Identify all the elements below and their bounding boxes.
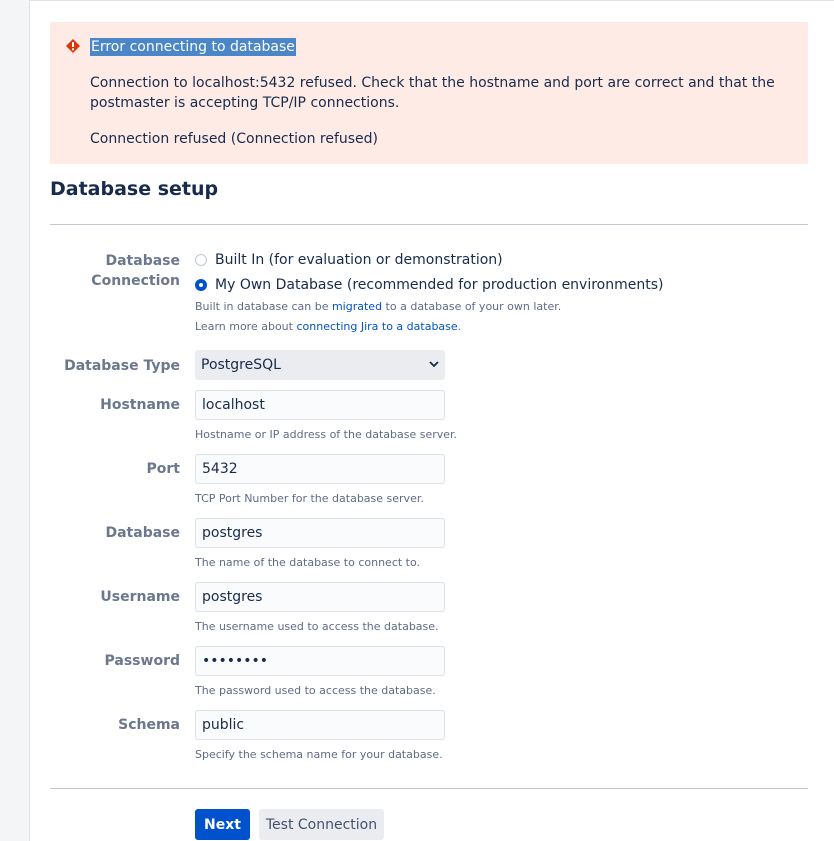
connection-label-line1: Database <box>105 253 180 269</box>
connection-help-learn <box>195 320 461 334</box>
schema-label: Schema <box>118 717 180 733</box>
schema-help: Specify the schema name for your database. <box>195 748 443 761</box>
radio-own-database-label: My Own Database (recommended for production environments) <box>215 277 664 293</box>
connection-label-line2: Connection <box>91 273 180 289</box>
help-learn-prefix: Learn more about <box>195 320 297 333</box>
schema-input[interactable] <box>195 710 445 740</box>
page-title: Database setup <box>50 178 219 200</box>
connection-label <box>50 251 180 291</box>
database-input[interactable] <box>195 518 445 548</box>
database-type-select[interactable] <box>195 350 445 380</box>
hostname-input[interactable] <box>195 390 445 420</box>
username-label: Username <box>100 589 180 605</box>
setup-page <box>29 0 834 841</box>
database-help: The name of the database to connect to. <box>195 556 421 569</box>
database-label: Database <box>105 525 180 541</box>
password-help: The password used to access the database. <box>195 684 436 697</box>
error-icon <box>66 39 80 53</box>
radio-own-database-control[interactable] <box>195 279 207 291</box>
hostname-help: Hostname or IP address of the database server. <box>195 428 458 441</box>
hostname-label: Hostname <box>100 397 180 413</box>
help-migrate-suffix: to a database of your own later. <box>382 300 562 313</box>
help-learn-suffix: . <box>457 320 462 333</box>
radio-built-in-control[interactable] <box>195 254 207 266</box>
migrated-link[interactable]: migrated <box>331 300 383 313</box>
connecting-jira-link[interactable]: connecting Jira to a database <box>296 320 458 333</box>
error-message: Connection to localhost:5432 refused. Check that the hostname and port are correct and that the postmaster is accepting TCP/IP connections. <box>90 75 775 111</box>
connection-help-migrate <box>195 300 561 314</box>
database-type-value: PostgreSQL <box>201 357 281 373</box>
username-input[interactable] <box>195 582 445 612</box>
password-input[interactable] <box>195 646 445 676</box>
error-detail: Connection refused (Connection refused) <box>90 131 379 147</box>
chevron-down-icon <box>429 361 439 368</box>
error-title: Error connecting to database <box>91 39 295 55</box>
radio-own-database[interactable] <box>195 275 664 295</box>
port-label: Port <box>146 461 180 477</box>
port-help: TCP Port Number for the database server. <box>195 492 424 505</box>
database-type-label: Database Type <box>64 358 180 374</box>
password-label: Password <box>104 653 180 669</box>
divider <box>50 224 808 225</box>
test-connection-button[interactable]: Test Connection <box>259 809 384 840</box>
username-help: The username used to access the database. <box>195 620 439 633</box>
error-message-box <box>50 22 808 164</box>
radio-built-in[interactable] <box>195 250 503 270</box>
help-migrate-prefix: Built in database can be <box>195 300 332 313</box>
next-button[interactable]: Next <box>195 809 250 840</box>
port-input[interactable] <box>195 454 445 484</box>
radio-built-in-label: Built In (for evaluation or demonstration) <box>215 252 503 268</box>
footer-divider <box>50 788 808 789</box>
